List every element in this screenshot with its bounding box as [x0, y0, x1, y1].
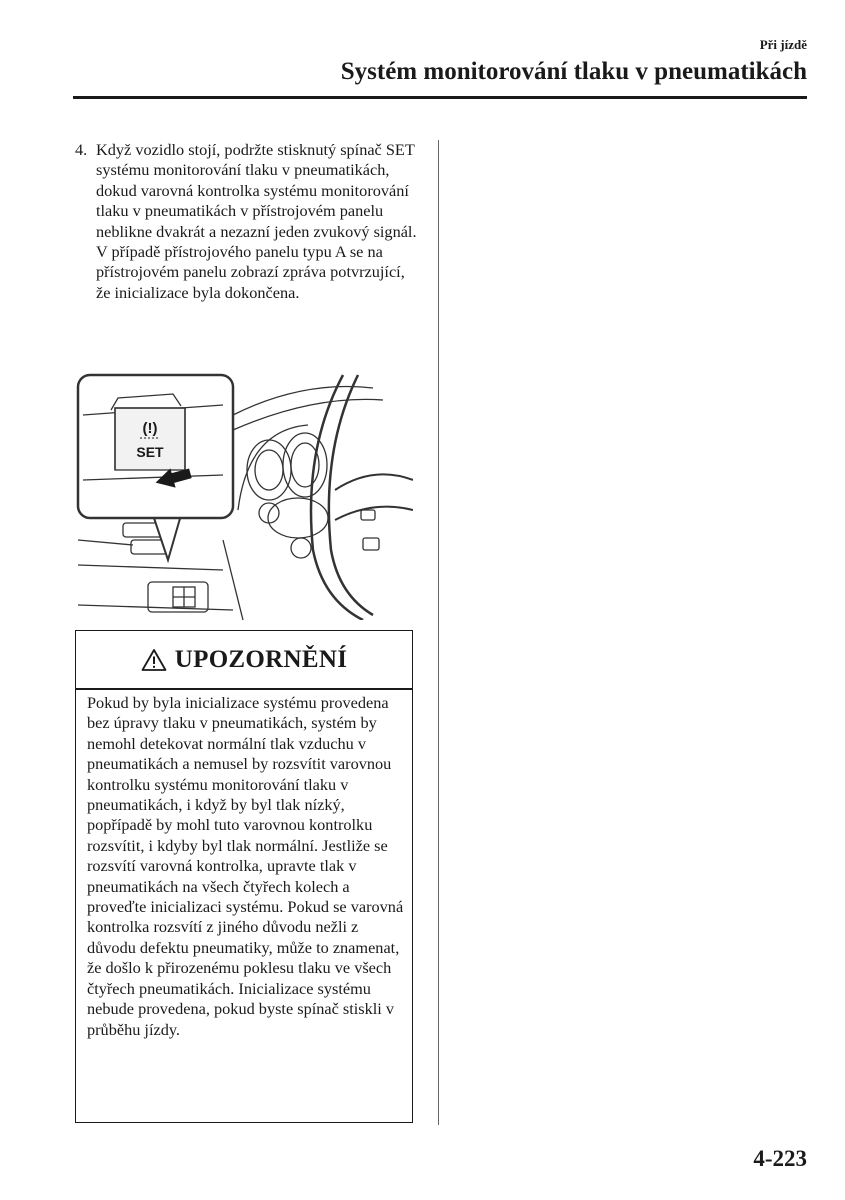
step-number: 4.: [75, 140, 88, 159]
dashboard-illustration: [73, 370, 413, 620]
page-number: 4-223: [753, 1146, 807, 1171]
tpms-warning-icon: (!): [142, 420, 158, 437]
warning-text: Pokud by byla inicializace systému provedena bez úpravy tlaku v pneumatikách, systém by nemohl detekovat normální tlak vzduchu v pneumatikách a nemusel by rozsvítit varovnou kontrolku systému monitorování tlaku v pneumatikách, i když by byl tlak nízký, popřípadě by mohl tuto varovnou kontrolku rozsvítit, i kdyby byl tlak normální. Jestliže se rozsvítí varovná kontrolka, upravte tlak v pneumatikách na všech čtyřech kolech a proveďte inicializaci systému. Pokud se varovná kontrolka rozsvítí z jiného důvodu nežli z důvodu defektu pneumatiky, může to znamenat, že došlo k přirozenému poklesu tlaku ve všech čtyřech pneumatikách. Inicializace systému nebude provedena, pokud byste spínač stiskli v průběhu jízdy.: [87, 693, 404, 1039]
warning-title: UPOZORNĚNÍ: [174, 646, 348, 673]
step-text: [96, 140, 420, 303]
warning-header: [76, 631, 412, 689]
step-paragraph-1: Když vozidlo stojí, podržte stisknutý spínač SET systému monitorování tlaku v pneumatikách, dokud varovná kontrolka systému monitorování tlaku v pneumatikách v přístrojovém panelu neblikne dvakrát a nezazní jeden zvukový signál.: [96, 140, 417, 241]
header-divider: [73, 96, 807, 99]
column-divider: [438, 140, 439, 1125]
step-paragraph-2: V případě přístrojového panelu typu A se na přístrojovém panelu zobrazí zpráva potvrzující, že inicializace byla dokončena.: [96, 242, 405, 302]
instruction-step: [75, 140, 420, 303]
warning-triangle-icon: [141, 648, 167, 672]
page-title: Systém monitorování tlaku v pneumatikách: [340, 58, 807, 85]
warning-divider: [76, 688, 412, 690]
set-button-label: SET: [136, 444, 164, 460]
warning-box: [75, 630, 413, 1123]
section-label: Při jízdě: [759, 37, 807, 52]
